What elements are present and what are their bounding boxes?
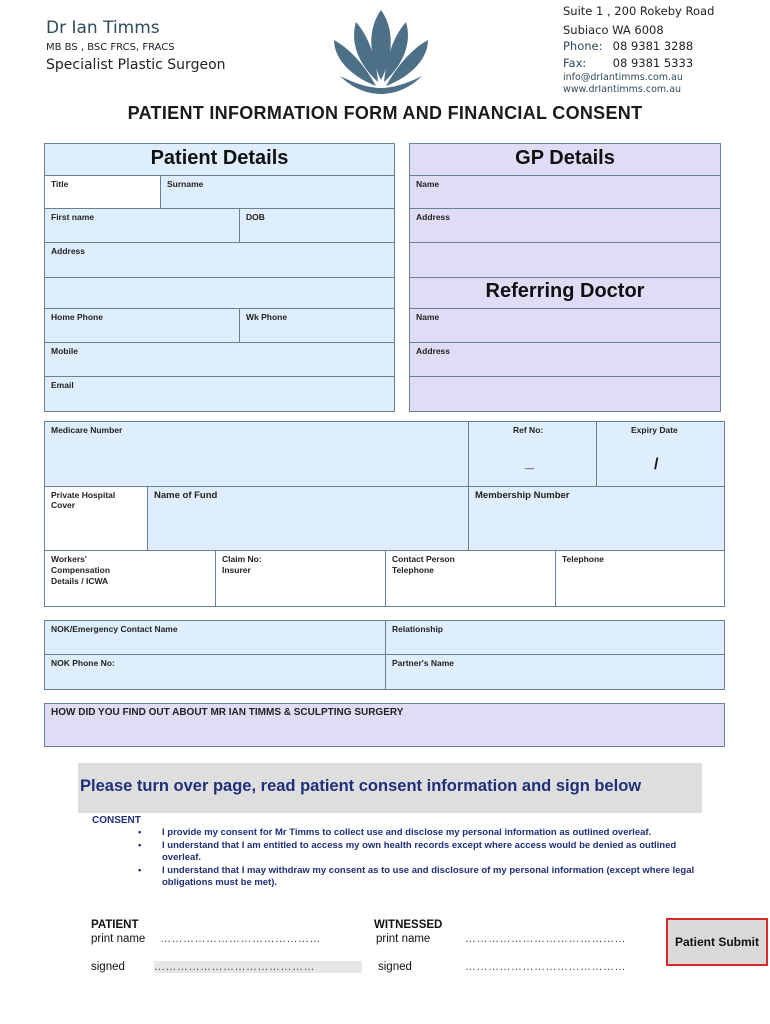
witness-signature-field[interactable]: …………………………………… xyxy=(465,961,626,973)
mobile-label: Mobile xyxy=(51,346,78,356)
consent-heading: CONSENT xyxy=(92,815,141,826)
partner-name-field[interactable] xyxy=(385,654,725,690)
phone-line xyxy=(563,39,693,53)
doctor-qualifications: MB BS , BSC FRCS, FRACS xyxy=(46,42,175,53)
dob-field[interactable] xyxy=(239,208,395,243)
expiry-date-label: Expiry Date xyxy=(631,425,678,435)
nok-phone-field[interactable] xyxy=(44,654,386,690)
nok-phone-label: NOK Phone No: xyxy=(51,658,115,668)
claim-no-field[interactable] xyxy=(215,550,386,607)
doctor-specialty: Specialist Plastic Surgeon xyxy=(46,57,226,73)
patient-print-name-label: print name xyxy=(91,933,146,945)
patient-submit-button[interactable]: Patient Submit xyxy=(666,918,768,966)
gp-address-field-2[interactable] xyxy=(409,242,721,278)
gp-name-label: Name xyxy=(416,179,440,189)
lotus-logo-icon xyxy=(326,6,436,98)
referring-doctor-header xyxy=(409,277,721,309)
how-found-field[interactable] xyxy=(44,703,725,747)
surname-label: Surname xyxy=(167,179,204,189)
fax-line xyxy=(563,56,693,70)
address-label: Address xyxy=(51,246,86,256)
contact-person-label: Contact Person Telephone xyxy=(392,554,455,575)
address-line1: Suite 1 , 200 Rokeby Road xyxy=(563,4,715,18)
home-phone-field[interactable] xyxy=(44,308,240,343)
wk-phone-label: Wk Phone xyxy=(246,312,288,322)
doctor-name: Dr Ian Timms xyxy=(46,18,160,38)
ref-no-value: _ xyxy=(525,454,534,471)
patient-signed-label: signed xyxy=(91,961,125,973)
consent-item: • I provide my consent for Mr Timms to collect use and disclose my personal information as outlined overleaf. xyxy=(132,827,702,840)
phone-label: Phone: xyxy=(563,39,603,53)
turn-over-text: Please turn over page, read patient consent information and sign below xyxy=(80,777,642,795)
gp-address-label: Address xyxy=(416,212,451,222)
medicare-number-field[interactable] xyxy=(44,421,469,487)
consent-item: • I understand that I may withdraw my consent as to use and disclosure of my personal information (except where legal obligations must be met). xyxy=(132,865,702,890)
witness-signed-label: signed xyxy=(378,961,412,973)
witness-print-name-label: print name xyxy=(376,933,431,945)
phone-number: 08 9381 3288 xyxy=(612,39,694,53)
telephone-field[interactable] xyxy=(555,550,725,607)
referring-address-label: Address xyxy=(416,346,451,356)
address-field-2[interactable] xyxy=(44,277,395,309)
home-phone-label: Home Phone xyxy=(51,312,103,322)
referring-address-field[interactable] xyxy=(409,342,721,377)
referring-address-field-2[interactable] xyxy=(409,376,721,412)
witness-heading: WITNESSED xyxy=(374,919,443,931)
referring-doctor-title: Referring Doctor xyxy=(485,280,645,302)
medicare-number-label: Medicare Number xyxy=(51,425,123,435)
fax-label: Fax: xyxy=(563,56,587,70)
membership-number-field[interactable] xyxy=(468,486,725,551)
first-name-label: First name xyxy=(51,212,94,222)
nok-contact-field[interactable] xyxy=(44,620,386,655)
ref-no-label: Ref No: xyxy=(513,425,544,435)
membership-number-label: Membership Number xyxy=(475,490,570,501)
workers-comp-cell xyxy=(44,550,216,607)
referring-name-label: Name xyxy=(416,312,440,322)
dob-label: DOB xyxy=(246,212,265,222)
claim-no-label: Claim No: Insurer xyxy=(222,554,262,575)
mobile-field[interactable] xyxy=(44,342,395,377)
fax-number: 08 9381 5333 xyxy=(612,56,694,70)
patient-print-name-field[interactable]: …………………………………… xyxy=(160,933,321,945)
name-of-fund-label: Name of Fund xyxy=(154,490,218,501)
gp-address-field[interactable] xyxy=(409,208,721,243)
gp-details-title: GP Details xyxy=(515,147,615,169)
patient-signature-field[interactable]: …………………………………… xyxy=(154,961,362,973)
name-of-fund-field[interactable] xyxy=(147,486,469,551)
nok-contact-label: NOK/Emergency Contact Name xyxy=(51,624,178,634)
address-field[interactable] xyxy=(44,242,395,278)
form-title: PATIENT INFORMATION FORM AND FINANCIAL CONSENT xyxy=(127,103,643,123)
patient-heading: PATIENT xyxy=(91,919,139,931)
ref-no-field[interactable] xyxy=(468,421,597,487)
wk-phone-field[interactable] xyxy=(239,308,395,343)
workers-comp-label: Workers' Compensation Details / ICWA xyxy=(51,554,111,586)
expiry-date-field[interactable] xyxy=(596,421,725,487)
gp-name-field[interactable] xyxy=(409,175,721,209)
title-label: Title xyxy=(51,179,69,189)
website-address[interactable]: www.drIantimms.com.au xyxy=(563,84,682,95)
telephone-label: Telephone xyxy=(562,554,604,564)
first-name-field[interactable] xyxy=(44,208,240,243)
relationship-field[interactable] xyxy=(385,620,725,655)
partner-name-label: Partner's Name xyxy=(392,658,455,668)
title-field[interactable] xyxy=(44,175,161,209)
how-found-label: HOW DID YOU FIND OUT ABOUT MR IAN TIMMS & SCULPTING SURGERY xyxy=(51,707,404,718)
patient-details-title: Patient Details xyxy=(150,147,289,169)
relationship-label: Relationship xyxy=(392,624,444,634)
surname-field[interactable] xyxy=(160,175,395,209)
witness-print-name-field[interactable]: …………………………………… xyxy=(465,933,626,945)
email-address[interactable]: info@drIantimms.com.au xyxy=(563,72,683,83)
consent-list xyxy=(132,827,702,890)
private-hospital-cover-cell xyxy=(44,486,148,551)
private-hospital-label: Private Hospital Cover xyxy=(51,490,116,510)
email-field[interactable] xyxy=(44,376,395,412)
email-label: Email xyxy=(51,380,74,390)
expiry-date-separator: / xyxy=(654,456,659,473)
referring-name-field[interactable] xyxy=(409,308,721,343)
consent-item: • I understand that I am entitled to access my own health records except where access would be denied as outlined overleaf. xyxy=(132,840,702,865)
address-line2: Subiaco WA 6008 xyxy=(563,23,664,37)
contact-person-field[interactable] xyxy=(385,550,556,607)
